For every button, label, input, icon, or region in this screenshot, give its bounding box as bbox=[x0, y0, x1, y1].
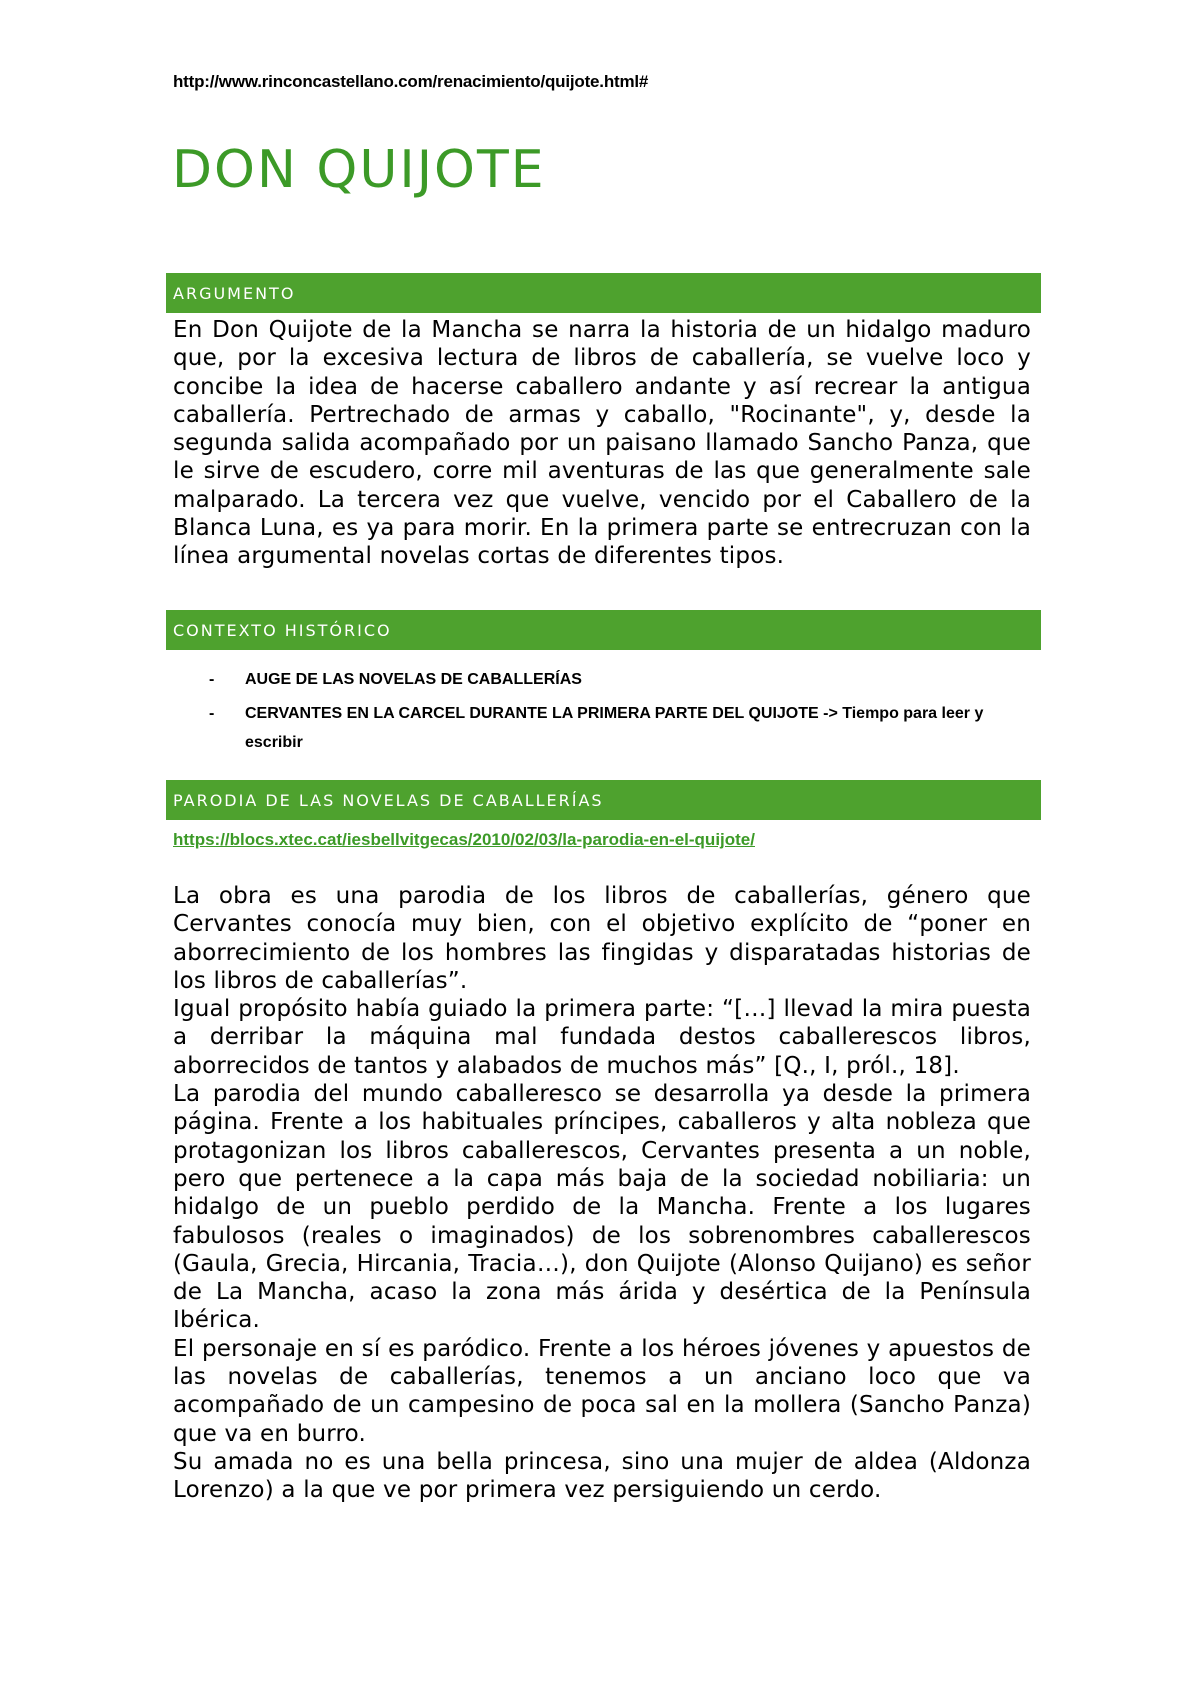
section-heading-argumento: ARGUMENTO bbox=[166, 273, 1041, 313]
parodia-body bbox=[173, 882, 1031, 1505]
paragraph: La parodia del mundo caballeresco se desarrolla ya desde la primera página. Frente a los habituales príncipes, caballeros y alta nobleza que protagonizan los libros caballerescos, Cervantes presenta a un noble, pero que pertenece a la capa más baja de la sociedad nobiliaria: un hidalgo de un pueblo perdido de la Mancha. Frente a los lugares fabulosos (reales o imaginados) de los sobrenombres caballerescos (Gaula, Grecia, Hircania, Tracia…), don Quijote (Alonso Quijano) es señor de La Mancha, acaso la zona más árida y desértica de la Península Ibérica. bbox=[173, 1081, 1031, 1334]
bullet-dash: - bbox=[209, 671, 215, 688]
contexto-list bbox=[173, 665, 1031, 762]
list-item bbox=[173, 699, 1031, 757]
paragraph: La obra es una parodia de los libros de caballerías, género que Cervantes conocía muy bien, con el objetivo explícito de “poner en aborrecimiento de los hombres las fingidas y disparatadas historias de los libros de caballerías”. bbox=[173, 883, 1031, 994]
list-item bbox=[173, 665, 1031, 694]
list-item-text: CERVANTES EN LA CARCEL DURANTE LA PRIMERA PARTE DEL QUIJOTE -> Tiempo para leer y escribir bbox=[245, 705, 984, 751]
argumento-text: En Don Quijote de la Mancha se narra la historia de un hidalgo maduro que, por la excesiva lectura de libros de caballería, se vuelve loco y concibe la idea de hacerse caballero andante y así recrear la antigua caballería. Pertrechado de armas y caballo, "Rocinante", y, desde la segunda salida acompañado por un paisano llamado Sancho Panza, que le sirve de escudero, corre mil aventuras de las que generalmente sale malparado. La tercera vez que vuelve, vencido por el Caballero de la Blanca Luna, es ya para morir. En la primera parte se entrecruzan con la línea argumental novelas cortas de diferentes tipos. bbox=[173, 317, 1031, 570]
paragraph: Igual propósito había guiado la primera parte: “[…] llevad la mira puesta a derribar la máquina mal fundada destos caballerescos libros, aborrecidos de tantos y alabados de muchos más” [Q., I, pról., 18]. bbox=[173, 996, 1031, 1079]
parodia-link[interactable]: https://blocs.xtec.cat/iesbellvitgecas/2010/02/03/la-parodia-en-el-quijote/ bbox=[173, 830, 755, 849]
paragraph: El personaje en sí es paródico. Frente a los héroes jóvenes y apuestos de las novelas de caballerías, tenemos a un anciano loco que va acompañado de un campesino de poca sal en la mollera (Sancho Panza) que va en burro. bbox=[173, 1335, 1031, 1447]
page-title: DON QUIJOTE bbox=[172, 140, 546, 200]
section-heading-contexto: CONTEXTO HISTÓRICO bbox=[166, 610, 1041, 650]
paragraph: Su amada no es una bella princesa, sino una mujer de aldea (Aldonza Lorenzo) a la que ve por primera vez persiguiendo un cerdo. bbox=[173, 1448, 1031, 1504]
list-item-text: AUGE DE LAS NOVELAS DE CABALLERÍAS bbox=[245, 671, 582, 688]
section-heading-parodia: PARODIA DE LAS NOVELAS DE CABALLERÍAS bbox=[166, 780, 1041, 820]
bullet-dash: - bbox=[209, 705, 215, 722]
source-url: http://www.rinconcastellano.com/renacimiento/quijote.html# bbox=[173, 72, 649, 91]
